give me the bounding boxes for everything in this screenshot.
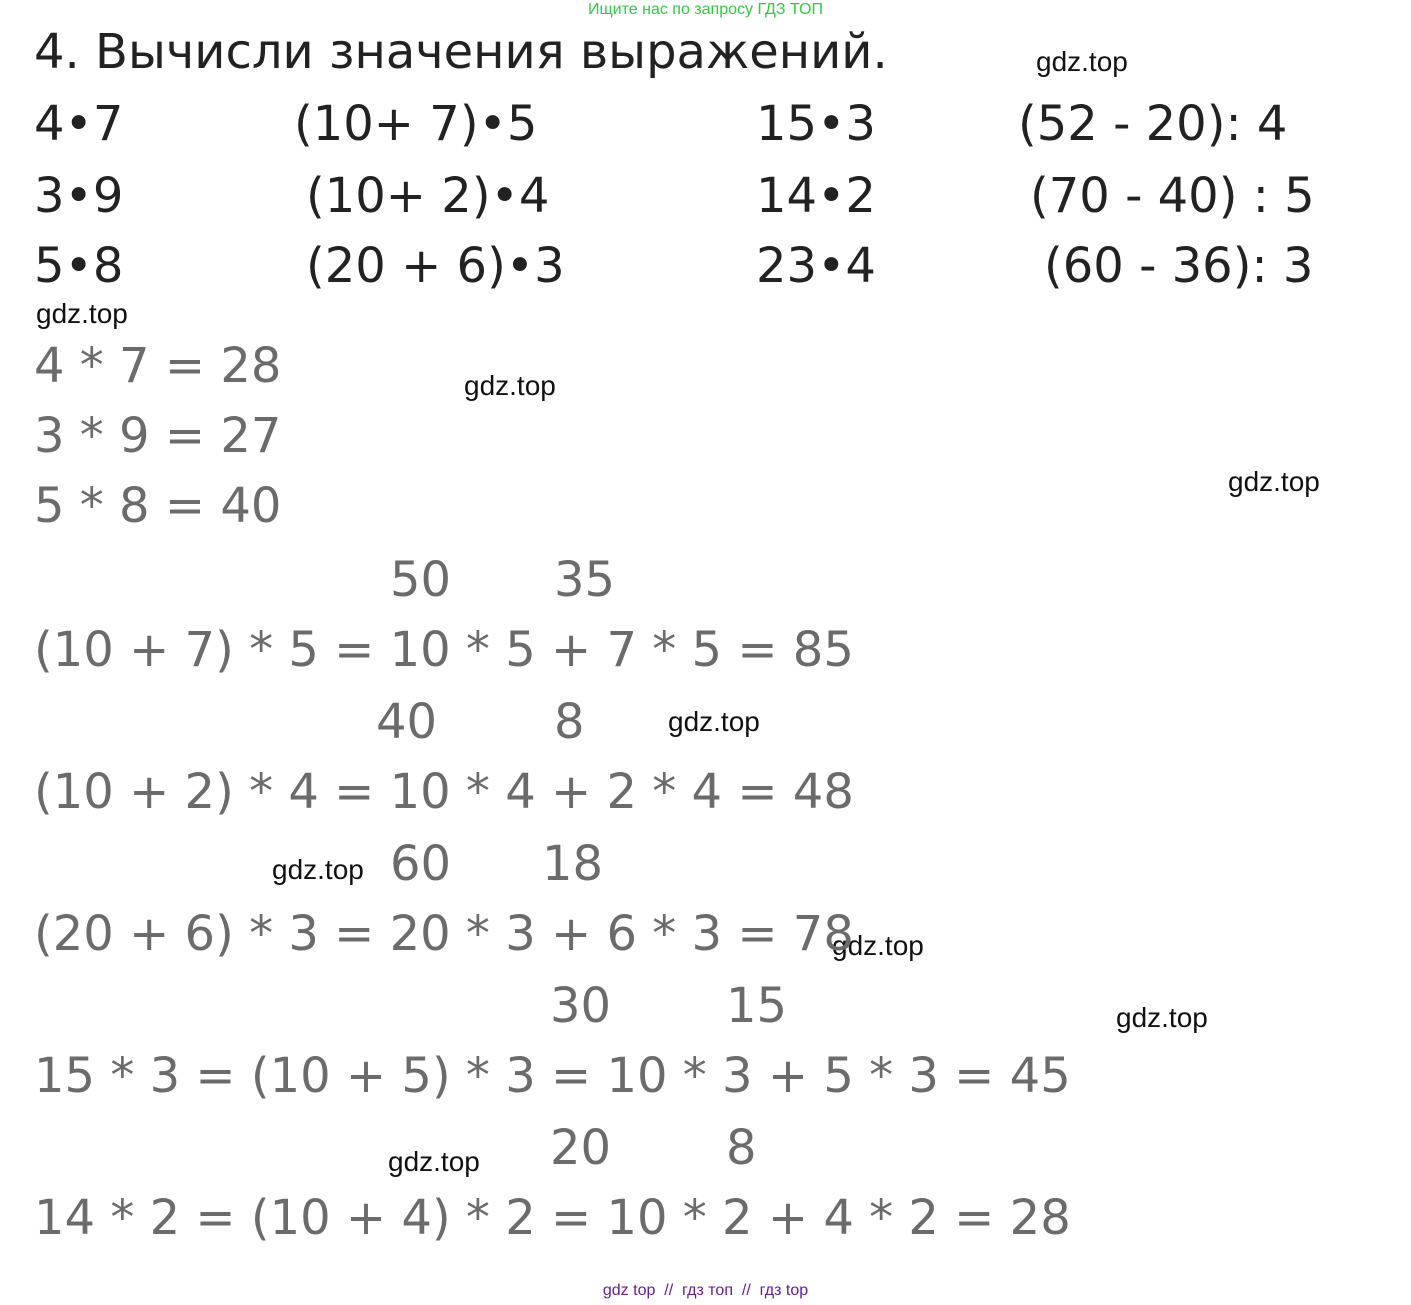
watermark: gdz.top xyxy=(1116,1002,1208,1033)
partial-product: 40 xyxy=(376,694,438,750)
answer-line: 14 * 2 = (10 + 4) * 2 = 10 * 2 + 4 * 2 = 28 xyxy=(34,1190,1071,1246)
watermark: gdz.top xyxy=(832,930,924,961)
task-expr: (10+ 2)•4 xyxy=(306,168,550,224)
watermark: gdz.top xyxy=(272,854,364,885)
task-expr: 3•9 xyxy=(34,168,124,224)
watermark: gdz.top xyxy=(1036,46,1128,77)
task-expr: (60 - 36): 3 xyxy=(1044,238,1314,294)
answer-line: (20 + 6) * 3 = 20 * 3 + 6 * 3 = 78 xyxy=(34,906,854,962)
partial-product: 18 xyxy=(542,836,604,892)
task-expr: (70 - 40) : 5 xyxy=(1030,168,1315,224)
partial-product: 30 xyxy=(550,978,612,1034)
watermark: gdz.top xyxy=(36,298,128,329)
answer-line: 15 * 3 = (10 + 5) * 3 = 10 * 3 + 5 * 3 = 45 xyxy=(34,1048,1071,1104)
answer-line: 4 * 7 = 28 xyxy=(34,338,282,394)
task-expr: 14•2 xyxy=(756,168,876,224)
watermark: gdz.top xyxy=(464,370,556,401)
partial-product: 8 xyxy=(554,694,585,750)
task-expr: 5•8 xyxy=(34,238,124,294)
task-expr: 23•4 xyxy=(756,238,876,294)
watermark: gdz.top xyxy=(668,706,760,737)
answer-line: (10 + 2) * 4 = 10 * 4 + 2 * 4 = 48 xyxy=(34,764,854,820)
partial-product: 20 xyxy=(550,1120,612,1176)
task-expr: (20 + 6)•3 xyxy=(306,238,565,294)
watermark: gdz.top xyxy=(1228,466,1320,497)
task-expr: 4•7 xyxy=(34,96,124,152)
task-expr: (52 - 20): 4 xyxy=(1018,96,1288,152)
partial-product: 60 xyxy=(390,836,452,892)
answer-line: 3 * 9 = 27 xyxy=(34,408,282,464)
task-expr: (10+ 7)•5 xyxy=(294,96,538,152)
partial-product: 50 xyxy=(390,552,452,608)
partial-product: 15 xyxy=(726,978,788,1034)
answer-line: (10 + 7) * 5 = 10 * 5 + 7 * 5 = 85 xyxy=(34,622,854,678)
task-expr: 15•3 xyxy=(756,96,876,152)
watermark: gdz.top xyxy=(388,1146,480,1177)
partial-product: 35 xyxy=(554,552,616,608)
footer-links[interactable]: gdz top // гдз топ // гдз top xyxy=(602,1282,809,1299)
partial-product: 8 xyxy=(726,1120,757,1176)
task-title: 4. Вычисли значения выражений. xyxy=(34,24,888,80)
answer-line: 5 * 8 = 40 xyxy=(34,478,282,534)
top-banner[interactable]: Ищите нас по запросу ГДЗ ТОП xyxy=(588,1,823,18)
